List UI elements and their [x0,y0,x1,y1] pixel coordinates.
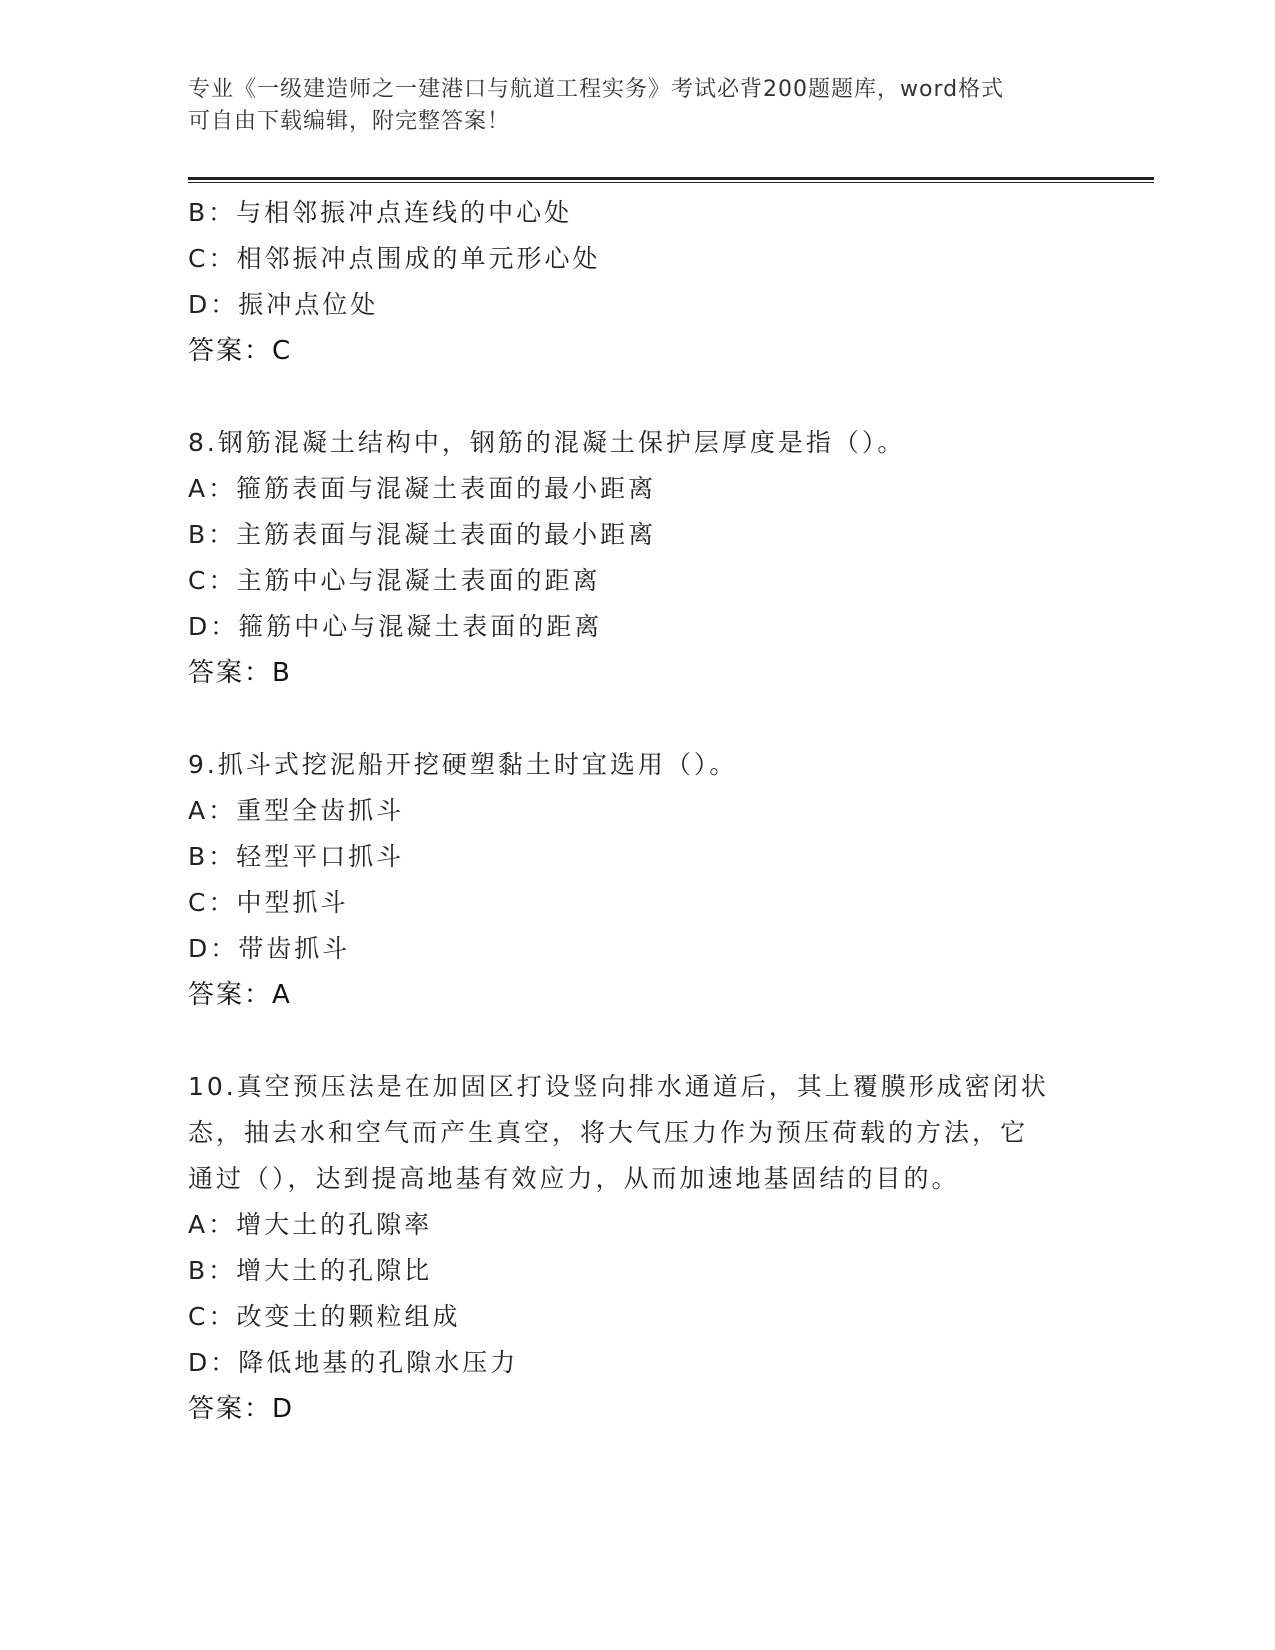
question-stem: 8.钢筋混凝土结构中，钢筋的混凝土保护层厚度是指（）。 [188,428,906,457]
option-d: D：振冲点位处 [188,290,379,319]
option-c: C：相邻振冲点围成的单元形心处 [188,244,601,273]
spacer [188,374,1088,420]
option-d: D：箍筋中心与混凝土表面的距离 [188,612,603,641]
answer-line: 答案：D [188,1394,295,1424]
question-7-continued [188,190,1088,374]
header-line-2: 可自由下载编辑，附完整答案！ [188,109,511,134]
question-stem-line-1: 10.真空预压法是在加固区打设竖向排水通道后，其上覆膜形成密闭状 [188,1072,1049,1101]
header-line-1: 专业《一级建造师之一建港口与航道工程实务》考试必背200题题库，word格式 [188,77,1005,102]
answer-line: 答案：A [188,980,292,1010]
spacer [188,1018,1088,1064]
question-9 [188,742,1088,1018]
option-c: C：改变土的颗粒组成 [188,1302,461,1331]
question-8 [188,420,1088,696]
question-stem-line-2: 态，抽去水和空气而产生真空，将大气压力作为预压荷载的方法，它 [188,1118,1029,1147]
option-d: D：降低地基的孔隙水压力 [188,1348,519,1377]
option-a: A：箍筋表面与混凝土表面的最小距离 [188,474,657,503]
question-content [188,190,1088,1432]
spacer [188,696,1088,742]
option-d: D：带齿抓斗 [188,934,351,963]
answer-line: 答案：C [188,336,293,366]
header-divider-thin [188,182,1154,183]
question-stem-line-3: 通过（），达到提高地基有效应力，从而加速地基固结的目的。 [188,1164,960,1193]
header-divider-thick [188,177,1154,180]
option-b: B：轻型平口抓斗 [188,842,405,871]
option-b: B：增大土的孔隙比 [188,1256,433,1285]
option-c: C：主筋中心与混凝土表面的距离 [188,566,601,595]
option-c: C：中型抓斗 [188,888,349,917]
answer-line: 答案：B [188,658,292,688]
question-10 [188,1064,1088,1432]
document-header [188,74,1088,138]
option-a: A：增大土的孔隙率 [188,1210,433,1239]
option-a: A：重型全齿抓斗 [188,796,405,825]
question-stem: 9.抓斗式挖泥船开挖硬塑黏土时宜选用（）。 [188,750,738,779]
option-b: B：与相邻振冲点连线的中心处 [188,198,573,227]
option-b: B：主筋表面与混凝土表面的最小距离 [188,520,657,549]
